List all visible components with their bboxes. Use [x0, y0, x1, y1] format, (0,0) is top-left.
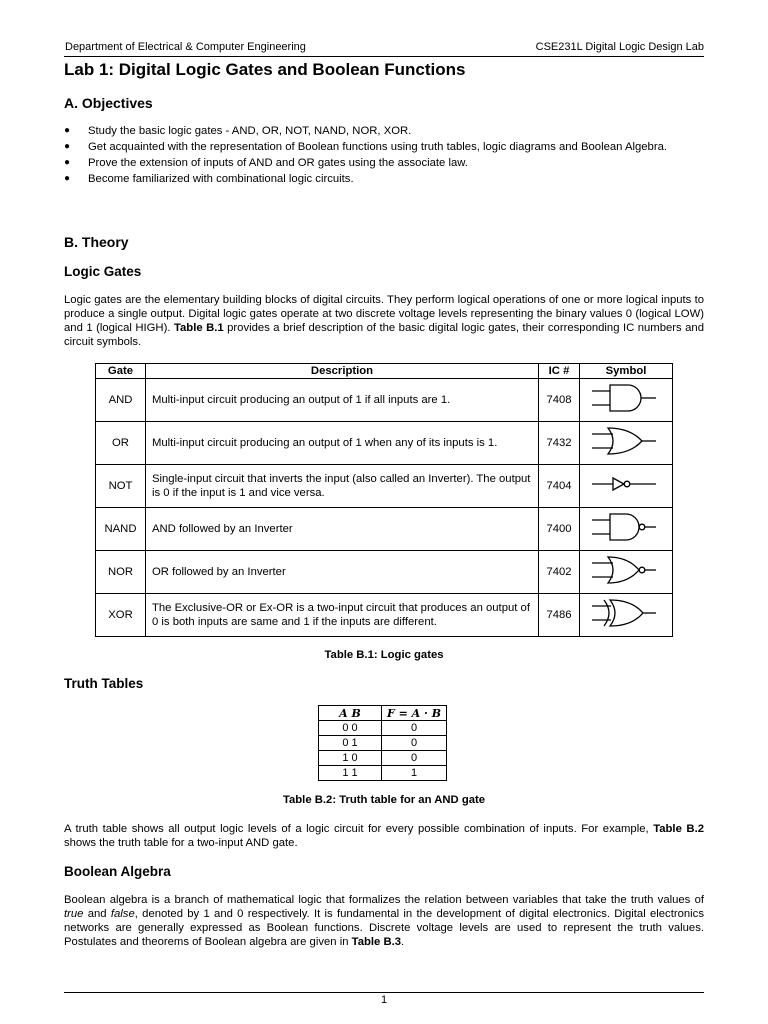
- or-gate-symbol-icon: [580, 422, 673, 465]
- table-row: [96, 379, 673, 422]
- theory-heading: B. Theory: [64, 234, 129, 250]
- footer-divider: [64, 992, 704, 993]
- gates-table-caption: Table B.1: Logic gates: [324, 649, 444, 661]
- paragraph-text: A truth table shows all output logic levels of a logic circuit for every possible combination of inputs. For example,: [64, 823, 654, 835]
- gate-ic-number: 7400: [539, 508, 580, 551]
- column-header-ic: IC #: [539, 364, 580, 379]
- gate-description: Multi-input circuit producing an output of 1 if all inputs are 1.: [145, 379, 538, 422]
- input-values: 1 1: [319, 766, 382, 781]
- table-header-row: [96, 364, 673, 379]
- nand-gate-symbol-icon: [580, 508, 673, 551]
- table-row: [319, 751, 447, 766]
- paragraph-text: shows the truth table for a two-input AND gate.: [64, 837, 298, 849]
- input-values: 0 1: [319, 736, 382, 751]
- table-row: [96, 465, 673, 508]
- gate-description: Single-input circuit that inverts the input (also called an Inverter). The output is 0 if the input is 1 and vice versa.: [145, 465, 538, 508]
- table-reference: Table B.2: [653, 823, 704, 835]
- page-title: Lab 1: Digital Logic Gates and Boolean Functions: [64, 60, 466, 79]
- truth-tables-heading: Truth Tables: [64, 676, 144, 691]
- column-header-gate: Gate: [96, 364, 146, 379]
- bullet-icon: ●: [64, 173, 71, 184]
- output-value: 0: [382, 736, 447, 751]
- objectives-heading: A. Objectives: [64, 95, 153, 111]
- gate-description: OR followed by an Inverter: [145, 551, 538, 594]
- column-header-inputs: A B: [319, 706, 382, 721]
- table-row: [96, 422, 673, 465]
- objective-item: [64, 140, 714, 154]
- table-header-row: [319, 706, 447, 721]
- paragraph-text: Logic gates are the elementary building blocks of digital circuits. They perform logical operations of one or more logical inputs to produce a single output. Digital logic gates operate at two discrete voltage levels representing the binary values 0 (logical LOW) and 1 (logical HIGH).: [64, 294, 704, 334]
- output-value: 0: [382, 721, 447, 736]
- emphasis-true: true: [64, 908, 84, 920]
- gate-name: NAND: [96, 508, 146, 551]
- paragraph-text: .: [401, 936, 405, 948]
- output-value: 0: [382, 751, 447, 766]
- emphasis-false: false: [110, 908, 135, 920]
- gate-ic-number: 7402: [539, 551, 580, 594]
- table-reference: Table B.3: [351, 936, 402, 948]
- objective-item: [64, 156, 714, 170]
- objective-text: Get acquainted with the representation of Boolean functions using truth tables, logic diagrams and Boolean Algebra.: [88, 141, 668, 153]
- page-number: 1: [380, 994, 388, 1006]
- header-department: Department of Electrical & Computer Engineering: [65, 41, 306, 53]
- paragraph-text: , denoted by 1 and 0 respectively. It is fundamental in the development of digital electronics. Digital electronics networks are generally expressed as Boolean functions. Discrete voltage levels are used to represent the truth values. Postulates and theorems of Boolean algebra are given in: [64, 908, 704, 948]
- table-row: [319, 736, 447, 751]
- table-row: [96, 594, 673, 637]
- paragraph-text: Boolean algebra is a branch of mathematical logic that formalizes the relation between variables that take the truth values of: [64, 894, 704, 906]
- gate-name: XOR: [96, 594, 146, 637]
- column-header-output: F = A · B: [382, 706, 447, 721]
- paragraph-text: and: [83, 908, 111, 920]
- objective-text: Prove the extension of inputs of AND and OR gates using the associate law.: [88, 157, 468, 169]
- logic-gates-paragraph: [64, 293, 704, 349]
- gate-name: AND: [96, 379, 146, 422]
- input-values: 1 0: [319, 751, 382, 766]
- objective-text: Study the basic logic gates - AND, OR, NOT, NAND, NOR, XOR.: [88, 125, 412, 137]
- boolean-algebra-paragraph: [64, 893, 704, 949]
- logic-gates-heading: Logic Gates: [64, 264, 142, 279]
- gate-name: OR: [96, 422, 146, 465]
- gate-ic-number: 7486: [539, 594, 580, 637]
- input-values: 0 0: [319, 721, 382, 736]
- gate-description: AND followed by an Inverter: [145, 508, 538, 551]
- gate-description: Multi-input circuit producing an output of 1 when any of its inputs is 1.: [145, 422, 538, 465]
- header-course: CSE231L Digital Logic Design Lab: [535, 41, 704, 53]
- bullet-icon: ●: [64, 141, 71, 152]
- xor-gate-symbol-icon: [580, 594, 673, 637]
- table-row: [319, 721, 447, 736]
- logic-gates-table: [95, 363, 673, 637]
- paragraph-text: provides a brief description of the basic digital logic gates, their corresponding IC numbers and circuit symbols.: [64, 322, 704, 348]
- output-value: 1: [382, 766, 447, 781]
- header-divider: [64, 56, 704, 57]
- gate-ic-number: 7408: [539, 379, 580, 422]
- gate-ic-number: 7432: [539, 422, 580, 465]
- truth-tables-paragraph: [64, 822, 704, 850]
- bullet-icon: ●: [64, 157, 71, 168]
- and-gate-symbol-icon: [580, 379, 673, 422]
- gate-description: The Exclusive-OR or Ex-OR is a two-input circuit that produces an output of 0 is both inputs are same and 1 if the inputs are different.: [145, 594, 538, 637]
- gate-ic-number: 7404: [539, 465, 580, 508]
- table-row: [96, 508, 673, 551]
- boolean-algebra-heading: Boolean Algebra: [64, 864, 171, 879]
- objective-text: Become familiarized with combinational logic circuits.: [88, 173, 354, 185]
- and-truth-table: [318, 705, 447, 781]
- table-row: [319, 766, 447, 781]
- truth-table-caption: Table B.2: Truth table for an AND gate: [282, 794, 486, 806]
- table-reference: Table B.1: [173, 322, 224, 334]
- column-header-symbol: Symbol: [580, 364, 673, 379]
- objective-item: [64, 172, 714, 186]
- objective-item: [64, 124, 714, 138]
- table-row: [96, 551, 673, 594]
- not-gate-symbol-icon: [580, 465, 673, 508]
- objectives-list: [64, 124, 714, 188]
- bullet-icon: ●: [64, 125, 71, 136]
- nor-gate-symbol-icon: [580, 551, 673, 594]
- column-header-description: Description: [145, 364, 538, 379]
- gate-name: NOT: [96, 465, 146, 508]
- gate-name: NOR: [96, 551, 146, 594]
